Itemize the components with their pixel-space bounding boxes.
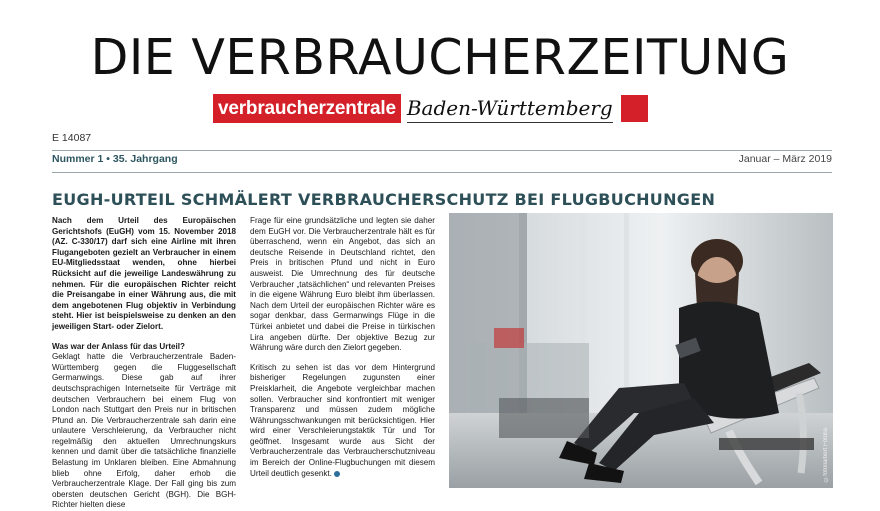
brand-square-icon — [621, 95, 648, 122]
issue-date: Januar – März 2019 — [738, 153, 832, 165]
article-body-col2-p2-text: Kritisch zu sehen ist das vor dem Hintergrund bisheriger Regelungen zugunsten einer Preisklarheit, die Angebote vergleichbar machen sollen. Verbraucher sind konfrontiert mit weniger Transparenz und müssen zudem mögliche Währungsschwankungen mit berücksichtigen. Hier wird einer Verschleierungstaktik Tür und Tor geöffnet. Insgesamt wurde aus Sicht der Verbraucherzentrale das Verbraucherschutzniveau im Bereich der Online-Flugbuchungen mit diesem Urteil deutlich gesenkt. — [250, 362, 435, 478]
divider-top — [52, 150, 832, 151]
brand-region: Baden-Württemberg — [407, 94, 613, 123]
article-photo — [449, 213, 833, 488]
article-body-col2-p1: Frage für eine grundsätzliche und legten sie daher dem EuGH vor. Die Verbraucherzentrale hält es für überraschend, wenn ein Angebot, das sich an deutsche Reisende in Deutschland richtet, den Preis in britischen Pfund und nicht in Euro ausweist. Die Umrechnung des für deutsche Verbraucher „tatsächlichen“ und relevanten Preises in die eigene Währung Euro bleibt ihm überlassen. Nach dem Urteil der europäischen Richter wäre es sogar denkbar, dass Germanwings Flüge in die Türkei anbietet und dabei die Preise in türkischen Lira angeben dürfte. Der objektive Bezug zur Währung wäre durch den Zielort gegeben. — [250, 216, 435, 353]
article-column-2 — [250, 216, 435, 479]
brand-name: verbraucherzentrale — [213, 94, 401, 123]
issue-meta — [52, 153, 832, 169]
article-headline: EUGH-URTEIL SCHMÄLERT VERBRAUCHERSCHUTZ BEI FLUGBUCHUNGEN — [52, 190, 716, 209]
article-lead: Nach dem Urteil des Europäischen Gerichtshofs (EuGH) vom 15. November 2018 (AZ. C-330/17) darf sich eine Airline mit ihren Flugangeboten gezielt an Verbraucher in einem EU-Mitgliedsstaat wenden, ohne hierbei Rücksicht auf die jeweilige Landeswährung zu nehmen. Für die europäischen Richter reicht die Preisangabe in einer Währung aus, die mit dem angebotenen Flug objektiv in Verbindung steht. Hier ist beispielsweise zu denken an den jeweiligen Start- oder Zielort. — [52, 216, 236, 331]
airport-waiting-photo — [449, 213, 833, 488]
article-body-col1: Geklagt hatte die Verbraucherzentrale Baden-Württemberg gegen die Fluggesellschaft Germanwings. Diese gab auf ihrer deutschsprachigen Internetseite für Verträge mit deutschen Verbrauchern bei einem Flug von London nach Stuttgart den Preis nur in britischen Pfund an. Die Verbraucherzentrale sah darin eine unlautere Verschleierung, da Verbraucher nicht regelmäßig den aktuellen Umrechnungskurs kennen und damit über die tatsächliche finanzielle Belastung im Unklaren bleiben. Eine Abmahnung blieb ohne Erfolg, daher erhob die Verbraucherzentrale Klage. Der Fall ging bis zum obersten deutschen Gericht (BGH). Die BGH-Richter hielten diese — [52, 352, 236, 510]
issue-number: Nummer 1 • 35. Jahrgang — [52, 153, 178, 165]
brand-logo — [213, 93, 648, 123]
end-of-article-icon — [334, 471, 340, 477]
article-body-col2-p2 — [250, 363, 435, 480]
divider-bottom — [52, 172, 832, 173]
article-column-1 — [52, 216, 236, 511]
photo-credit: ©fotolia/bert Fotolia — [823, 428, 829, 482]
issn-number: E 14087 — [52, 132, 92, 144]
masthead-title: DIE VERBRAUCHERZEITUNG — [90, 29, 790, 86]
article-subhead: Was war der Anlass für das Urteil? — [52, 341, 185, 351]
